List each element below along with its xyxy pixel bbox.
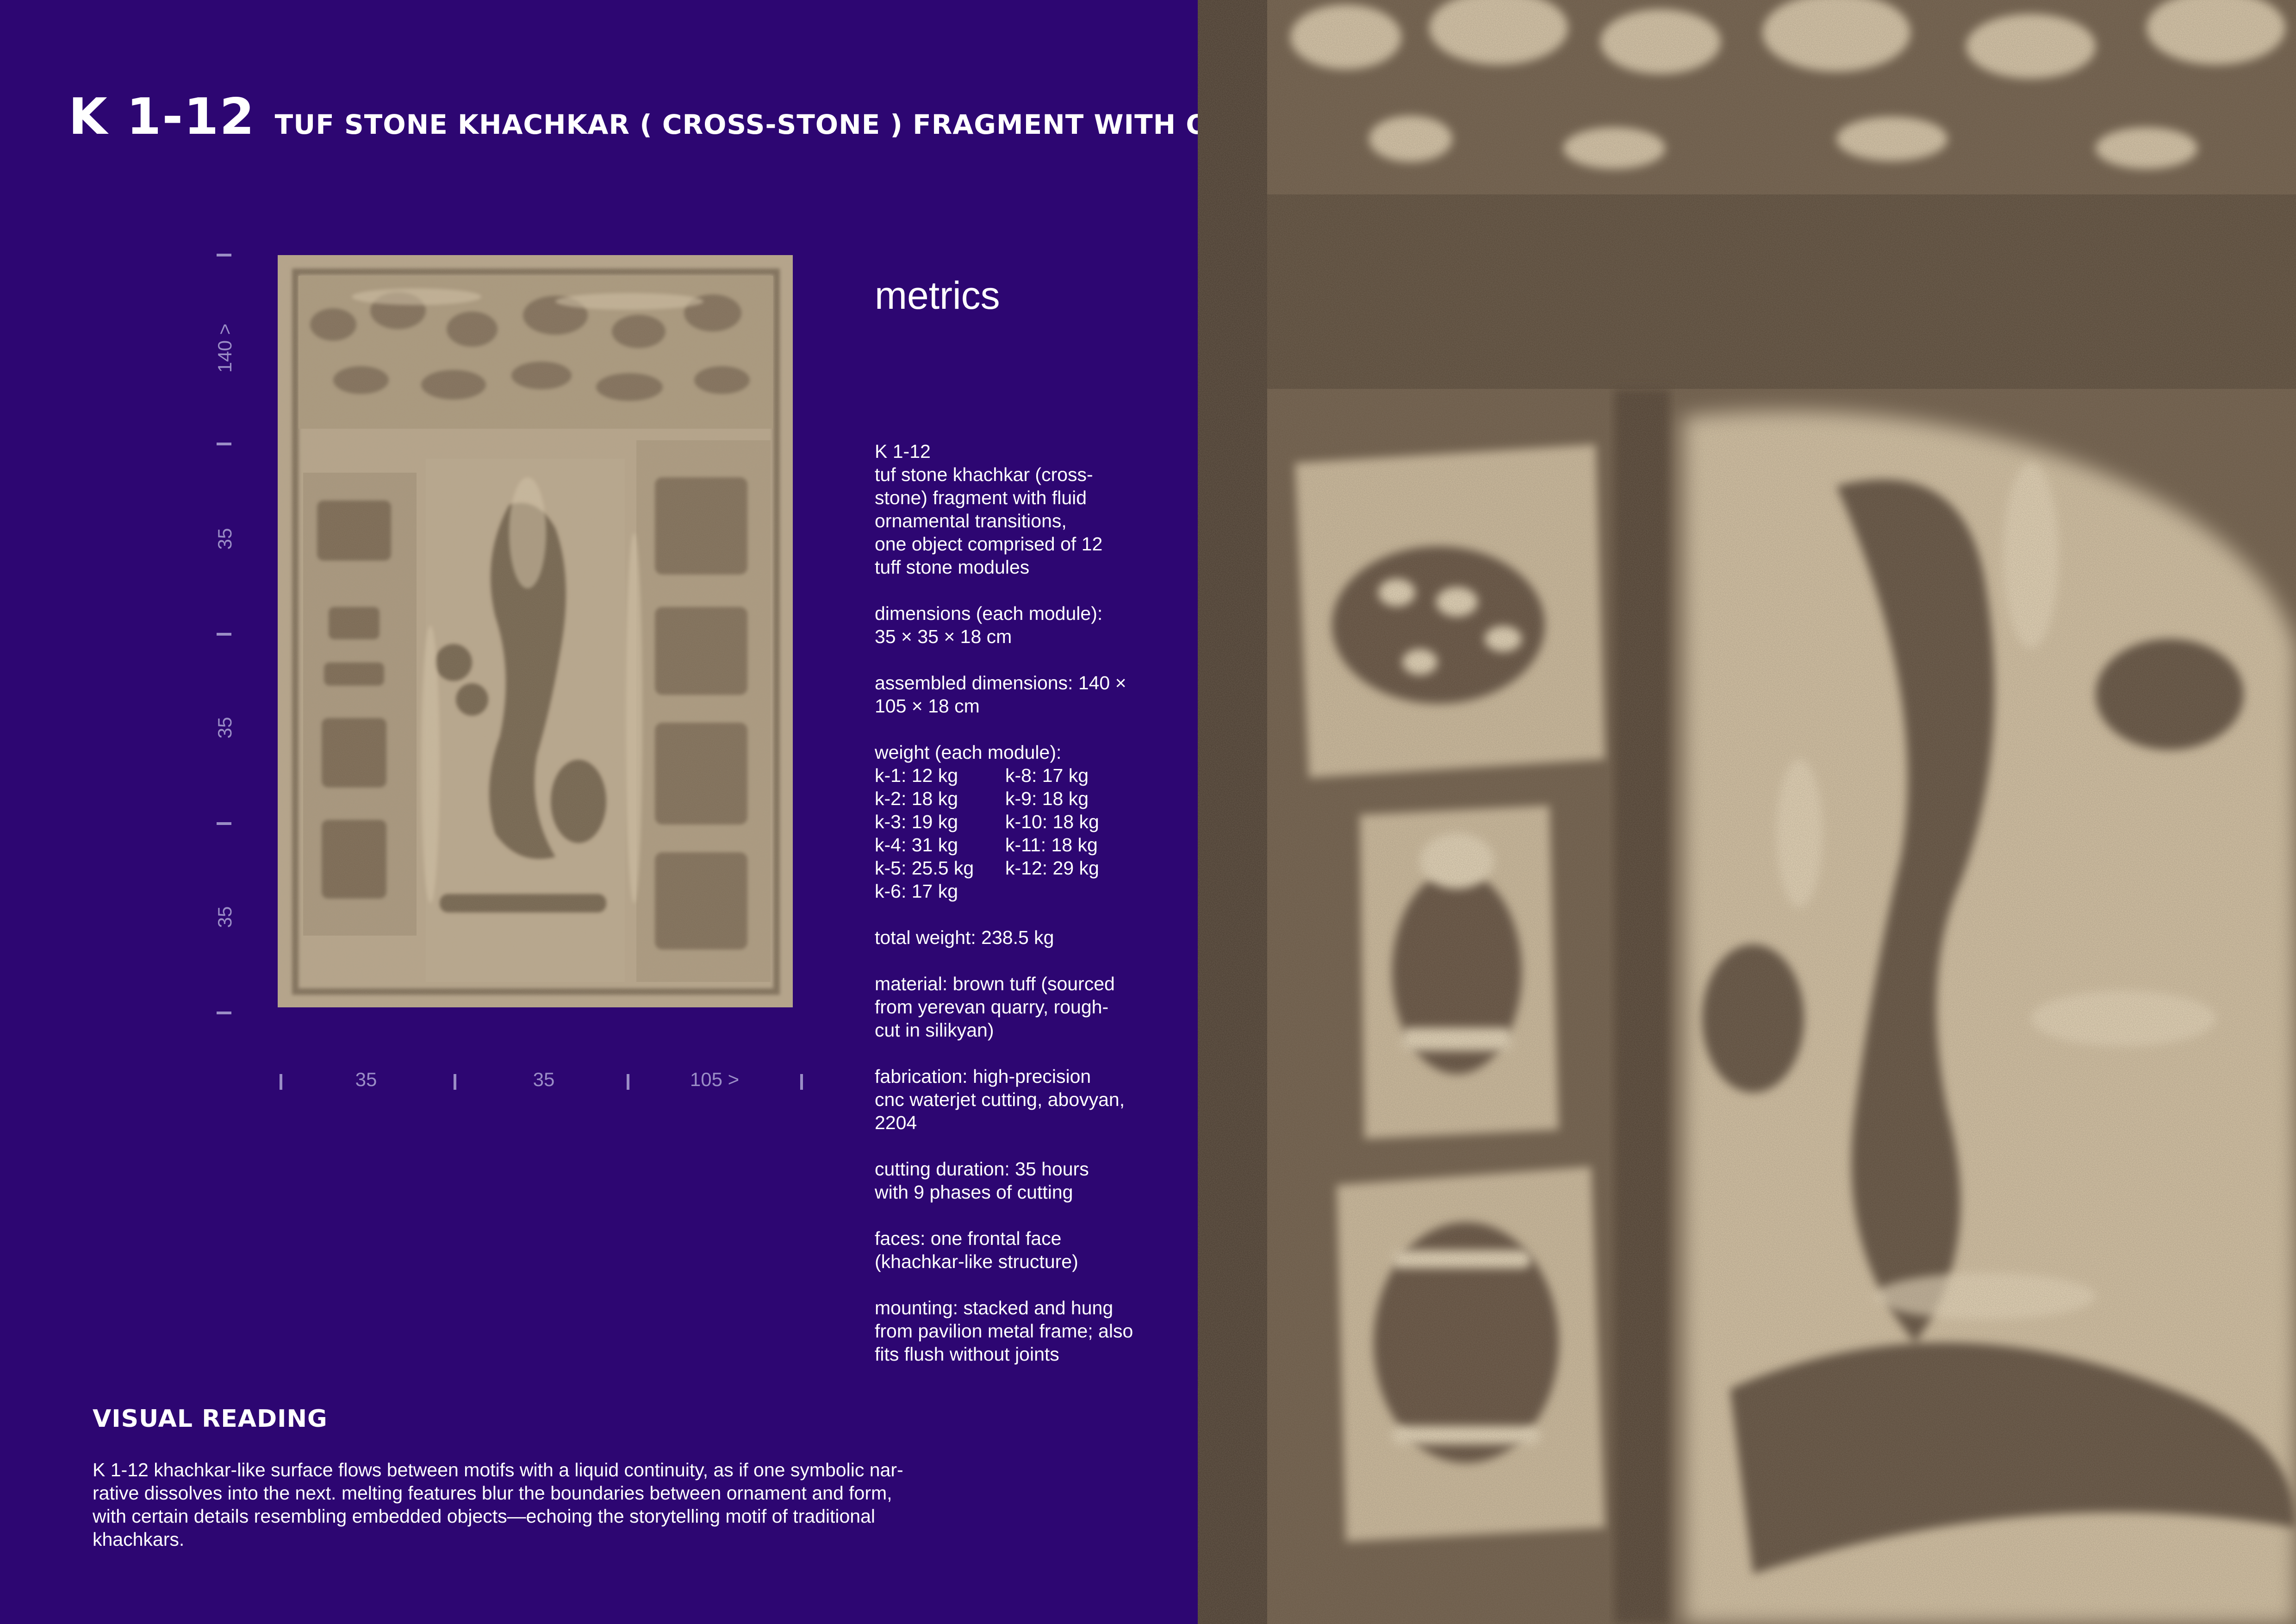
metrics-mounting: mounting: stacked and hung from pavilion metal frame; also fits flush without joints — [875, 1296, 1208, 1366]
ruler-label: 35 — [355, 1068, 377, 1091]
weight-item: k-9: 18 kg — [1005, 787, 1144, 810]
metrics-heading: metrics — [875, 273, 1000, 318]
metrics-cutting-duration: cutting duration: 35 hours with 9 phases of cutting — [875, 1157, 1208, 1204]
weight-item: k-3: 19 kg — [875, 810, 1005, 833]
weight-item: k-12: 29 kg — [1005, 856, 1144, 880]
metrics-total-weight: total weight: 238.5 kg — [875, 926, 1208, 949]
object-code: K 1-12 — [68, 88, 255, 146]
metrics-fabrication: fabrication: high-precision cnc waterjet cutting, abovyan, 2204 — [875, 1065, 1208, 1134]
metrics-module-dimensions: dimensions (each module): 35 × 35 × 18 cm — [875, 602, 1208, 648]
metrics-material: material: brown tuff (sourced from yerevan quarry, rough- cut in silikyan) — [875, 972, 1208, 1042]
weight-item: k-8: 17 kg — [1005, 764, 1144, 787]
object-title: TUF STONE KHACHKAR ( CROSS-STONE ) FRAGMENT WITH ORNAMENTS — [275, 109, 1382, 140]
weight-item: k-4: 31 kg — [875, 833, 1005, 856]
weights-heading: weight (each module): — [875, 741, 1208, 764]
weight-item: k-1: 12 kg — [875, 764, 1005, 787]
metrics-faces: faces: one frontal face (khachkar-like structure) — [875, 1227, 1208, 1273]
weight-item: k-5: 25.5 kg — [875, 856, 1005, 880]
ruler-label-height-total: 140 > — [214, 324, 236, 373]
visual-reading-heading: VISUAL READING — [93, 1405, 328, 1433]
weight-item: k-11: 18 kg — [1005, 833, 1144, 856]
ruler-label: 35 — [214, 717, 236, 739]
ruler-label: 35 — [214, 528, 236, 550]
metrics-assembled-dimensions: assembled dimensions: 140 × 105 × 18 cm — [875, 671, 1208, 718]
weight-item: k-10: 18 kg — [1005, 810, 1144, 833]
visual-reading-body: K 1-12 khachkar-like surface flows between motifs with a liquid continuity, as if one symbolic nar- rative dissolves into the next. melting features blur the boundaries between ornament and form, with certain details resembling embedded objects—echoing the storytelling motif of traditional khachkars. — [93, 1458, 1027, 1551]
ruler-label: 35 — [214, 906, 236, 928]
metrics-description: K 1-12 tuf stone khachkar (cross- stone) fragment with fluid ornamental transitions, one object comprised of 12 tuff stone modules — [875, 440, 1208, 579]
weight-item: k-2: 18 kg — [875, 787, 1005, 810]
weight-item: k-6: 17 kg — [875, 880, 1005, 903]
ruler-label-width-total: 105 > — [690, 1068, 739, 1091]
ruler-label: 35 — [533, 1068, 555, 1091]
